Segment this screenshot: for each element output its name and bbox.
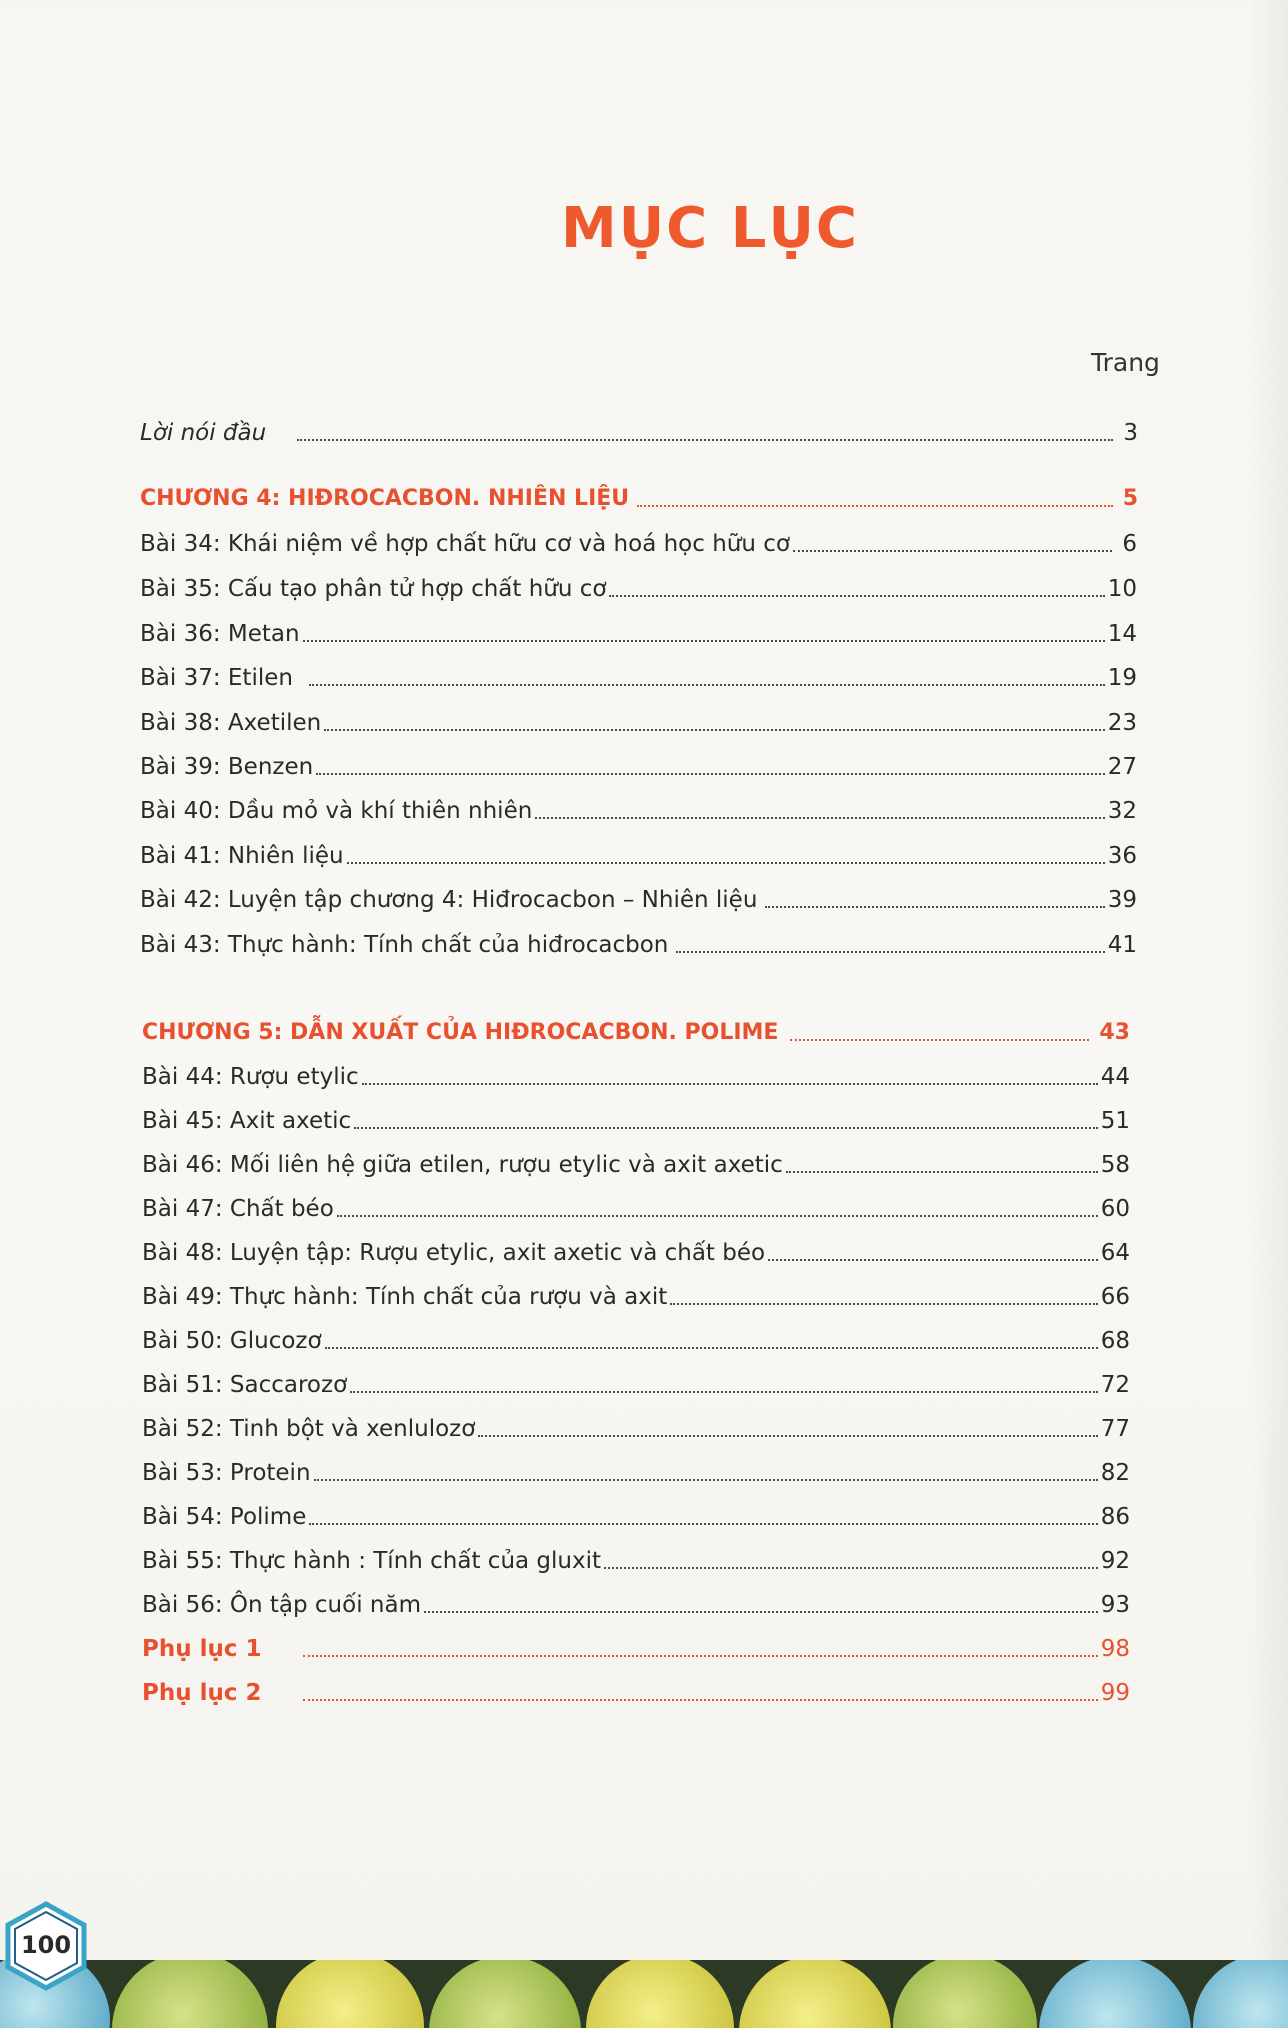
leader-dots bbox=[324, 729, 1105, 731]
toc-entry-page: 14 bbox=[1107, 621, 1137, 647]
leader-dots bbox=[303, 640, 1105, 642]
toc-entry-page: 43 bbox=[1099, 1020, 1130, 1045]
leader-dots bbox=[609, 595, 1104, 597]
toc-entry-label: Lời nói đầu bbox=[140, 420, 267, 446]
toc-entry-label: Bài 41: Nhiên liệu bbox=[140, 843, 344, 869]
toc-entry-lesson-50[interactable] bbox=[142, 1320, 1130, 1356]
toc-entry-page: 64 bbox=[1100, 1240, 1130, 1266]
toc-entry-page: 6 bbox=[1122, 531, 1137, 557]
toc-entry-page: 98 bbox=[1100, 1636, 1130, 1662]
toc-entry-page: 72 bbox=[1100, 1372, 1130, 1398]
toc-entry-page: 36 bbox=[1107, 843, 1137, 869]
page-number: 100 bbox=[20, 1931, 72, 1959]
toc-entry-page: 39 bbox=[1107, 887, 1137, 913]
toc-entry-lesson-56[interactable] bbox=[142, 1584, 1130, 1620]
toc-entry-lesson-53[interactable] bbox=[142, 1452, 1130, 1488]
toc-entry-page: 58 bbox=[1100, 1152, 1130, 1178]
toc-entry-label: Bài 48: Luyện tập: Rượu etylic, axit axetic và chất béo bbox=[142, 1240, 766, 1266]
toc-entry-label: Bài 54: Polime bbox=[142, 1504, 307, 1530]
toc-entry-page: 19 bbox=[1107, 665, 1137, 691]
sphere bbox=[1039, 1960, 1191, 2028]
toc-entry-label: Bài 34: Khái niệm về hợp chất hữu cơ và hoá học hữu cơ bbox=[140, 531, 790, 557]
leader-dots bbox=[786, 1171, 1098, 1173]
toc-chapter-5[interactable] bbox=[142, 1012, 1130, 1048]
toc-entry-label: Bài 43: Thực hành: Tính chất của hiđrocacbon bbox=[140, 932, 669, 958]
toc-entry-lesson-51[interactable] bbox=[142, 1364, 1130, 1400]
leader-dots bbox=[604, 1567, 1098, 1569]
leader-dots bbox=[303, 1655, 1098, 1657]
toc-appendix-1[interactable] bbox=[142, 1628, 1130, 1664]
toc-entry-page: 60 bbox=[1100, 1196, 1130, 1222]
leader-dots bbox=[303, 1699, 1098, 1701]
toc-entry-label: Bài 55: Thực hành : Tính chất của gluxit bbox=[142, 1548, 602, 1574]
leader-dots bbox=[676, 951, 1104, 953]
toc-entry-lesson-46[interactable] bbox=[142, 1144, 1130, 1180]
toc-entry-lesson-52[interactable] bbox=[142, 1408, 1130, 1444]
toc-entry-page: 99 bbox=[1100, 1680, 1130, 1706]
sphere bbox=[893, 1960, 1037, 2028]
leader-dots bbox=[316, 773, 1105, 775]
toc-entry-label: CHƯƠNG 5: DẪN XUẤT CỦA HIĐROCACBON. POLIME bbox=[142, 1020, 779, 1045]
toc-entry-lesson-34[interactable] bbox=[140, 523, 1137, 559]
toc-entry-lesson-48[interactable] bbox=[142, 1232, 1130, 1268]
toc-entry-lesson-55[interactable] bbox=[142, 1540, 1130, 1576]
toc-entry-label: Bài 53: Protein bbox=[142, 1460, 311, 1486]
leader-dots bbox=[354, 1127, 1098, 1129]
toc-entry-label: Bài 52: Tinh bột và xenlulozơ bbox=[142, 1416, 476, 1442]
sphere bbox=[739, 1960, 891, 2028]
toc-entry-page: 51 bbox=[1100, 1108, 1130, 1134]
toc-entry-label: Bài 40: Dầu mỏ và khí thiên nhiên bbox=[140, 798, 533, 824]
toc-entry-page: 86 bbox=[1100, 1504, 1130, 1530]
leader-dots bbox=[765, 906, 1104, 908]
toc-entry-page: 93 bbox=[1100, 1592, 1130, 1618]
toc-entry-lesson-54[interactable] bbox=[142, 1496, 1130, 1532]
leader-dots bbox=[337, 1215, 1098, 1217]
toc-entry-lesson-41[interactable] bbox=[140, 835, 1137, 871]
toc-appendix-2[interactable] bbox=[142, 1672, 1130, 1708]
toc-entry-label: Bài 56: Ôn tập cuối năm bbox=[142, 1592, 421, 1618]
toc-entry-page: 5 bbox=[1122, 486, 1138, 511]
toc-entry-label: Bài 37: Etilen bbox=[140, 665, 293, 691]
leader-dots bbox=[314, 1479, 1098, 1481]
toc-entry-label: Bài 39: Benzen bbox=[140, 754, 314, 780]
toc-entry-page: 23 bbox=[1107, 710, 1137, 736]
toc-entry-page: 92 bbox=[1100, 1548, 1130, 1574]
toc-entry-label: Bài 47: Chất béo bbox=[142, 1196, 334, 1222]
toc-entry-page: 41 bbox=[1107, 932, 1137, 958]
toc-entry-page: 66 bbox=[1100, 1284, 1130, 1310]
toc-entry-preface[interactable] bbox=[140, 412, 1138, 448]
page-title: MỤC LỤC bbox=[560, 196, 860, 261]
sphere bbox=[1193, 1960, 1288, 2028]
toc-entry-label: Bài 50: Glucozơ bbox=[142, 1328, 322, 1354]
toc-entry-label: CHƯƠNG 4: HIĐROCACBON. NHIÊN LIỆU bbox=[140, 486, 630, 511]
toc-entry-page: 32 bbox=[1107, 798, 1137, 824]
toc-entry-page: 27 bbox=[1107, 754, 1137, 780]
toc-entry-label: Bài 45: Axit axetic bbox=[142, 1108, 352, 1134]
toc-entry-lesson-35[interactable] bbox=[140, 568, 1137, 604]
footer-decoration bbox=[0, 1960, 1288, 2028]
leader-dots bbox=[478, 1435, 1097, 1437]
toc-entry-lesson-42[interactable] bbox=[140, 879, 1137, 915]
toc-entry-label: Bài 38: Axetilen bbox=[140, 710, 322, 736]
sphere bbox=[586, 1960, 734, 2028]
sphere bbox=[276, 1960, 424, 2028]
leader-dots bbox=[325, 1347, 1098, 1349]
toc-entry-lesson-39[interactable] bbox=[140, 746, 1137, 782]
toc-entry-label: Bài 35: Cấu tạo phân tử hợp chất hữu cơ bbox=[140, 576, 607, 602]
leader-dots bbox=[670, 1303, 1097, 1305]
leader-dots bbox=[768, 1259, 1098, 1261]
page-column-header: Trang bbox=[1091, 348, 1160, 377]
toc-entry-page: 68 bbox=[1100, 1328, 1130, 1354]
toc-entry-label: Bài 46: Mối liên hệ giữa etilen, rượu etylic và axit axetic bbox=[142, 1152, 783, 1178]
toc-entry-page: 10 bbox=[1107, 576, 1137, 602]
toc-entry-lesson-40[interactable] bbox=[140, 790, 1137, 826]
toc-entry-label: Bài 36: Metan bbox=[140, 621, 300, 647]
colored-spheres-illustration bbox=[0, 1960, 1288, 2028]
sphere bbox=[112, 1960, 268, 2028]
toc-entry-lesson-44[interactable] bbox=[142, 1056, 1130, 1092]
toc-entry-page: 3 bbox=[1123, 420, 1138, 446]
leader-dots bbox=[362, 1083, 1098, 1085]
toc-entry-page: 82 bbox=[1100, 1460, 1130, 1486]
leader-dots bbox=[309, 1523, 1097, 1525]
sphere bbox=[429, 1960, 581, 2028]
leader-dots bbox=[424, 1611, 1098, 1613]
toc-entry-label: Bài 51: Saccarozơ bbox=[142, 1372, 348, 1398]
leader-dots bbox=[793, 550, 1112, 552]
leader-dots bbox=[297, 439, 1113, 441]
leader-dots bbox=[350, 1391, 1098, 1393]
toc-entry-lesson-43[interactable] bbox=[140, 924, 1137, 960]
toc-entry-lesson-36[interactable] bbox=[140, 613, 1137, 649]
toc-entry-lesson-37[interactable] bbox=[140, 657, 1137, 693]
toc-entry-label: Phụ lục 2 bbox=[142, 1680, 262, 1706]
toc-entry-label: Bài 44: Rượu etylic bbox=[142, 1064, 359, 1090]
toc-entry-label: Bài 42: Luyện tập chương 4: Hiđrocacbon – Nhiên liệu bbox=[140, 887, 758, 913]
toc-entry-label: Phụ lục 1 bbox=[142, 1636, 262, 1662]
leader-dots bbox=[637, 505, 1113, 507]
toc-entry-page: 77 bbox=[1100, 1416, 1130, 1442]
toc-entry-page: 44 bbox=[1100, 1064, 1130, 1090]
page-number-badge bbox=[4, 1900, 88, 1992]
leader-dots bbox=[309, 684, 1105, 686]
toc-chapter-4[interactable] bbox=[140, 478, 1138, 514]
leader-dots bbox=[790, 1039, 1089, 1041]
leader-dots bbox=[535, 817, 1104, 819]
toc-entry-lesson-38[interactable] bbox=[140, 702, 1137, 738]
toc-entry-lesson-45[interactable] bbox=[142, 1100, 1130, 1136]
toc-entry-label: Bài 49: Thực hành: Tính chất của rượu và axit bbox=[142, 1284, 668, 1310]
toc-entry-lesson-49[interactable] bbox=[142, 1276, 1130, 1312]
toc-entry-lesson-47[interactable] bbox=[142, 1188, 1130, 1224]
leader-dots bbox=[347, 862, 1105, 864]
